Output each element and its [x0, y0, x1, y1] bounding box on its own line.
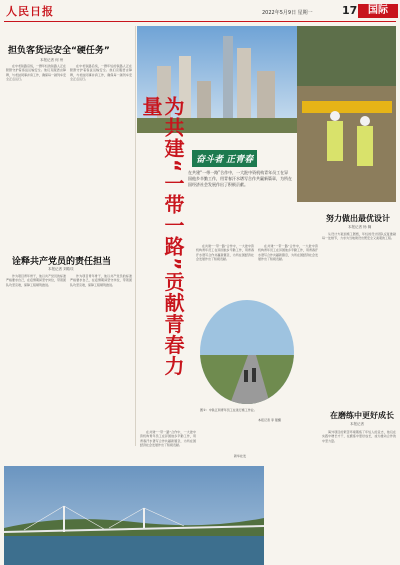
feature-body-lower: 在共建“一带一路”合作中，一大批中资机构青年员工在异国他乡辛勤工作，用青春汗水谱写合作共赢新篇章，为所在国经济社会发展作出了积极贡献。	[140, 430, 196, 448]
masthead-rule	[4, 21, 396, 22]
newspaper-logo: 人民日报	[6, 5, 54, 18]
article-1-body-col1: 在中老铁路沿线，一群年轻的铁路人正在默默守护着客货运输安全。他们克服语言障碍，与老挝同事并肩工作，确保每一趟列车安全正点运行。	[6, 64, 66, 82]
masthead	[0, 0, 400, 22]
photo-bridge	[4, 466, 264, 565]
article-1-byline: 本报记者 何 州	[40, 58, 64, 62]
article-2-headline: 诠释共产党员的责任担当	[12, 257, 112, 267]
article-4-body: 海外项目的艰苦环境锻炼了年轻人的意志，他们在实践中增长才干，在磨练中更好成长，成为推动合作的中坚力量。	[322, 430, 396, 443]
photo-workers	[297, 26, 396, 202]
feature-intro: 在共建“一带一路”合作中，一大批中资机构青年员工在异国他乡辛勤工作，用青春汗水谱写合作共赢新篇章，为所在国经济社会发展作出了积极贡献。	[188, 170, 292, 187]
article-1-body-col2: 在中老铁路沿线，一群年轻的铁路人正在默默守护着客货运输安全。他们克服语言障碍，与老挝同事并肩工作，确保每一趟列车安全正点运行。	[70, 64, 132, 82]
article-2-body-col1: 作为项目青年骨干，他以共产党员的标准严格要求自己，在疫情期间坚守岗位，带领团队攻坚克难，保障工程顺利推进。	[6, 274, 66, 287]
feature-body-col2: 在共建“一带一路”合作中，一大批中资机构青年员工在异国他乡辛勤工作，用青春汗水谱写合作共赢新篇章，为所在国经济社会发展作出了积极贡献。	[258, 244, 318, 262]
article-4-byline: 本报记者	[350, 422, 364, 426]
article-3-byline: 本报记者 杨 翱	[348, 225, 372, 229]
page-number: 17	[342, 4, 358, 17]
photo-credit: 本报记者 李 强摄	[258, 418, 281, 422]
feature-body-col1: 在共建“一带一路”合作中，一大批中资机构青年员工在异国他乡辛勤工作，用青春汗水谱写合作共赢新篇章，为所在国经济社会发展作出了积极贡献。	[196, 244, 254, 262]
article-3-headline: 努力做出最优设计	[326, 214, 390, 223]
column-divider	[135, 26, 136, 446]
feature-tag: 奋斗者 正青春	[192, 150, 257, 167]
article-2-body-col2: 作为项目青年骨干，他以共产党员的标准严格要求自己，在疫情期间坚守岗位，带领团队攻坚克难，保障工程顺利推进。	[70, 274, 132, 287]
date-line: 2022年5月9日 星期一	[262, 10, 313, 16]
photo-road	[200, 300, 294, 404]
bridge-photo-credit: 新华社发	[234, 454, 247, 458]
article-4-headline: 在磨练中更好成长	[330, 411, 394, 420]
article-2-byline: 本报记者 刘皓琰	[48, 267, 74, 271]
feature-title: 为共建“一带一路”贡献青春力量	[139, 96, 185, 377]
article-3-body: 从设计方案到施工图纸，年轻的设计团队反复推敲每一处细节，力求为当地建设出既安全又美观的工程。	[322, 232, 396, 241]
article-1-headline: 担负客货运安全“硬任务”	[8, 46, 110, 56]
section-label: 国际	[358, 4, 398, 18]
photo-caption: 图②：中铁五局青年员工在进行施工作业。	[200, 408, 257, 412]
